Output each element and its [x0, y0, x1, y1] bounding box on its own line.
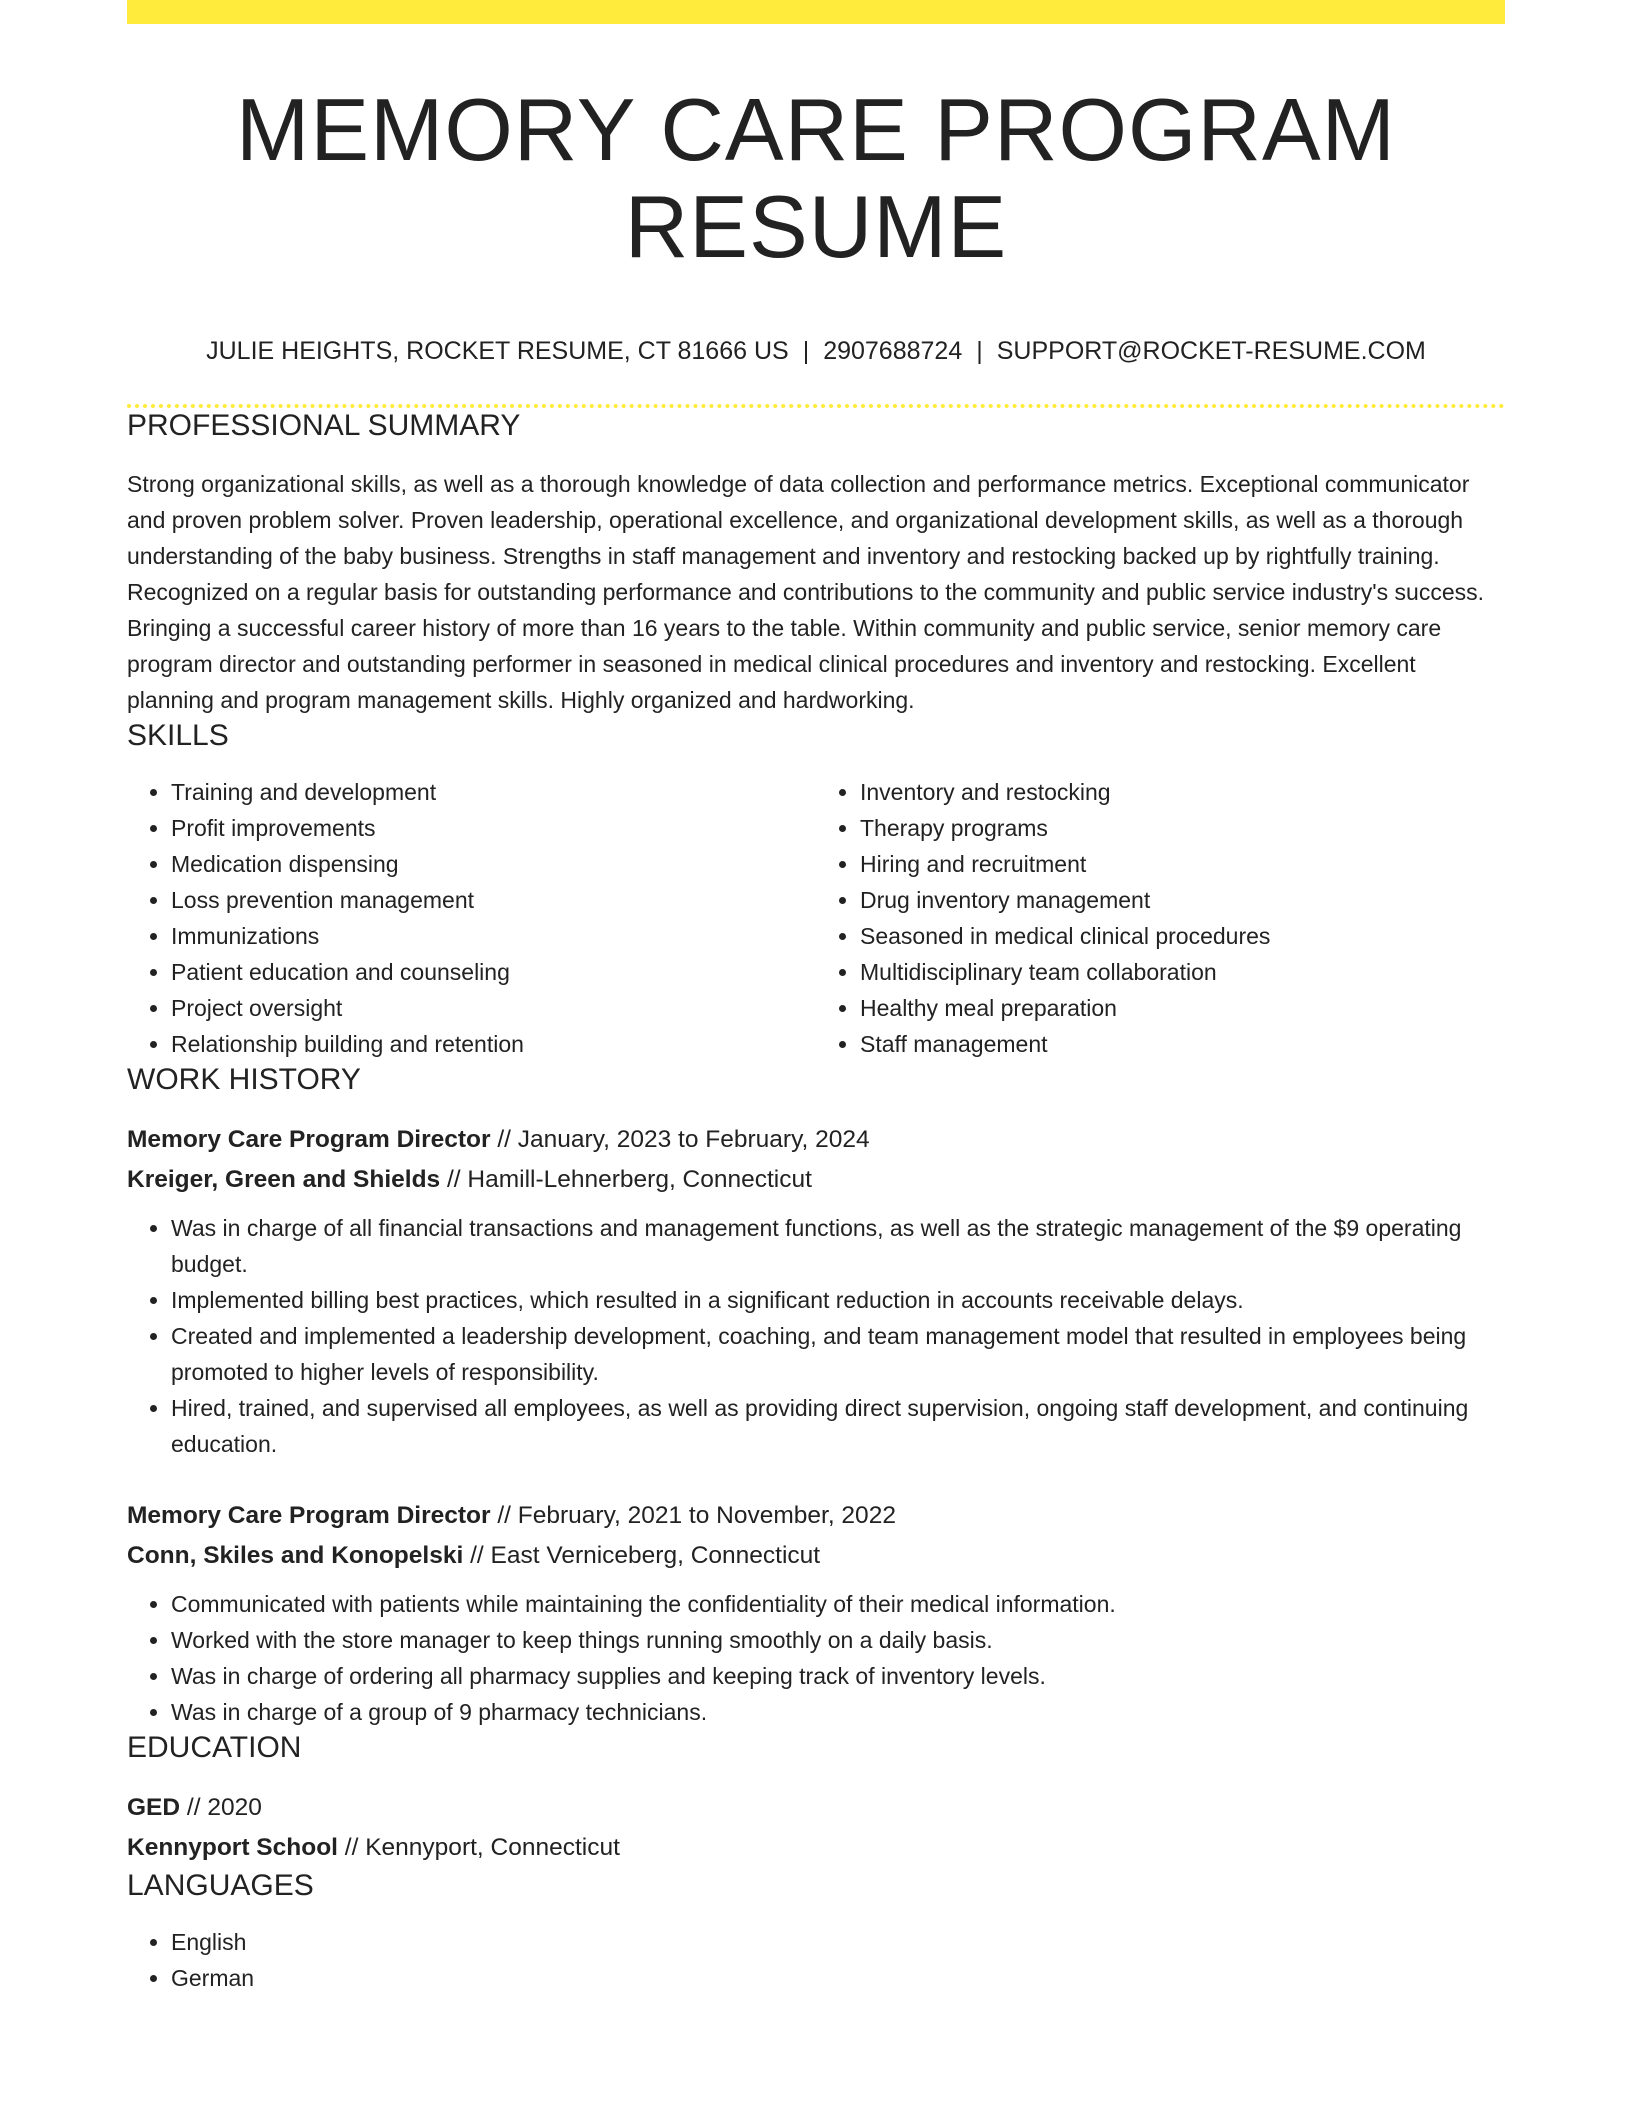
education-degree-line — [127, 1788, 1505, 1828]
skill-item: • Training and development — [171, 774, 816, 810]
skill-item: • Medication dispensing — [171, 846, 816, 882]
job-dates: // February, 2021 to November, 2022 — [497, 1501, 896, 1529]
summary-text: Strong organizational skills, as well as a thorough knowledge of data collection and performance metrics. Exceptional communicator and proven problem solver. Proven leadership, operational excellence, and organizational development skills, as well as a thorough understanding of the baby business. Strengths in staff management and inventory and restocking backed up by rightfully training. Recognized on a regular basis for outstanding performance and contributions to the community and public service industry's success. Bringing a successful career history of more than 16 years to the table. Within community and public service, senior memory care program director and outstanding performer in seasoned in medical clinical procedures and inventory and restocking. Excellent planning and program management skills. Highly organized and hardworking. — [127, 470, 1484, 713]
job-location: // Hamill-Lehnerberg, Connecticut — [446, 1165, 812, 1193]
job-company-line — [127, 1160, 1505, 1200]
job-bullet: • Created and implemented a leadership development, coaching, and team management model that resulted in employees being promoted to higher levels of responsibility. — [171, 1318, 1505, 1390]
skills-grid — [127, 774, 1505, 1062]
skills-heading: SKILLS — [127, 718, 229, 752]
job-title-line — [127, 1120, 1505, 1160]
languages-heading: LANGUAGES — [127, 1868, 314, 1902]
skill-item: • Inventory and restocking — [860, 774, 1505, 810]
skill-item: • Patient education and counseling — [171, 954, 816, 990]
education-entry — [127, 1788, 1505, 1868]
top-accent-bar — [127, 0, 1505, 24]
job-dates: // January, 2023 to February, 2024 — [497, 1125, 870, 1153]
skill-item: • Therapy programs — [860, 810, 1505, 846]
skill-item: • Hiring and recruitment — [860, 846, 1505, 882]
summary-heading: PROFESSIONAL SUMMARY — [127, 408, 521, 442]
education-degree: GED — [127, 1793, 181, 1821]
job-bullet: • Communicated with patients while maintaining the confidentiality of their medical information. — [171, 1586, 1505, 1622]
job-bullets — [127, 1586, 1505, 1730]
contact-line — [127, 336, 1505, 366]
languages-list — [127, 1924, 1505, 1996]
job-company-line — [127, 1536, 1505, 1576]
skill-item: • Profit improvements — [171, 810, 816, 846]
job-bullet: • Worked with the store manager to keep things running smoothly on a daily basis. — [171, 1622, 1505, 1658]
work-history-heading: WORK HISTORY — [127, 1062, 361, 1096]
job-bullet: • Was in charge of all financial transactions and management functions, as well as the strategic management of the $9 operating budget. — [171, 1210, 1505, 1282]
education-heading: EDUCATION — [127, 1730, 302, 1764]
education-school-line — [127, 1828, 1505, 1868]
job-title-line — [127, 1496, 1505, 1536]
language-item: • English — [171, 1924, 1505, 1960]
job-entry — [127, 1496, 1505, 1730]
skill-item: • Relationship building and retention — [171, 1026, 816, 1062]
job-title: Memory Care Program Director — [127, 1125, 491, 1153]
job-bullet: • Implemented billing best practices, which resulted in a significant reduction in accounts receivable delays. — [171, 1282, 1505, 1318]
education-location: // Kennyport, Connecticut — [344, 1833, 620, 1861]
resume-page — [127, 0, 1505, 1996]
education-year: // 2020 — [186, 1793, 262, 1821]
contact-email: SUPPORT@ROCKET-RESUME.COM — [996, 336, 1426, 365]
resume-title: MEMORY CARE PROGRAM RESUME — [236, 80, 1396, 276]
skill-item: • Healthy meal preparation — [860, 990, 1505, 1026]
language-item: • German — [171, 1960, 1505, 1996]
skill-item: • Loss prevention management — [171, 882, 816, 918]
contact-separator: | — [802, 336, 810, 365]
skills-left-list — [127, 774, 816, 1062]
contact-separator: | — [976, 336, 983, 365]
education-school: Kennyport School — [127, 1833, 338, 1861]
skill-item: • Staff management — [860, 1026, 1505, 1062]
job-bullet: • Was in charge of a group of 9 pharmacy technicians. — [171, 1694, 1505, 1730]
job-title: Memory Care Program Director — [127, 1501, 491, 1529]
skill-item: • Multidisciplinary team collaboration — [860, 954, 1505, 990]
skill-item: • Seasoned in medical clinical procedures — [860, 918, 1505, 954]
job-entry — [127, 1120, 1505, 1462]
skill-item: • Project oversight — [171, 990, 816, 1026]
job-location: // East Verniceberg, Connecticut — [470, 1541, 821, 1569]
skills-right-list — [816, 774, 1505, 1062]
skill-item: • Drug inventory management — [860, 882, 1505, 918]
job-company: Kreiger, Green and Shields — [127, 1165, 441, 1193]
contact-address: JULIE HEIGHTS, ROCKET RESUME, CT 81666 US — [206, 336, 789, 365]
skill-item: • Immunizations — [171, 918, 816, 954]
job-bullet: • Hired, trained, and supervised all employees, as well as providing direct supervision, ongoing staff development, and continuing education. — [171, 1390, 1505, 1462]
job-bullet: • Was in charge of ordering all pharmacy supplies and keeping track of inventory levels. — [171, 1658, 1505, 1694]
job-bullets — [127, 1210, 1505, 1462]
contact-phone: 2907688724 — [823, 336, 963, 365]
job-company: Conn, Skiles and Konopelski — [127, 1541, 464, 1569]
